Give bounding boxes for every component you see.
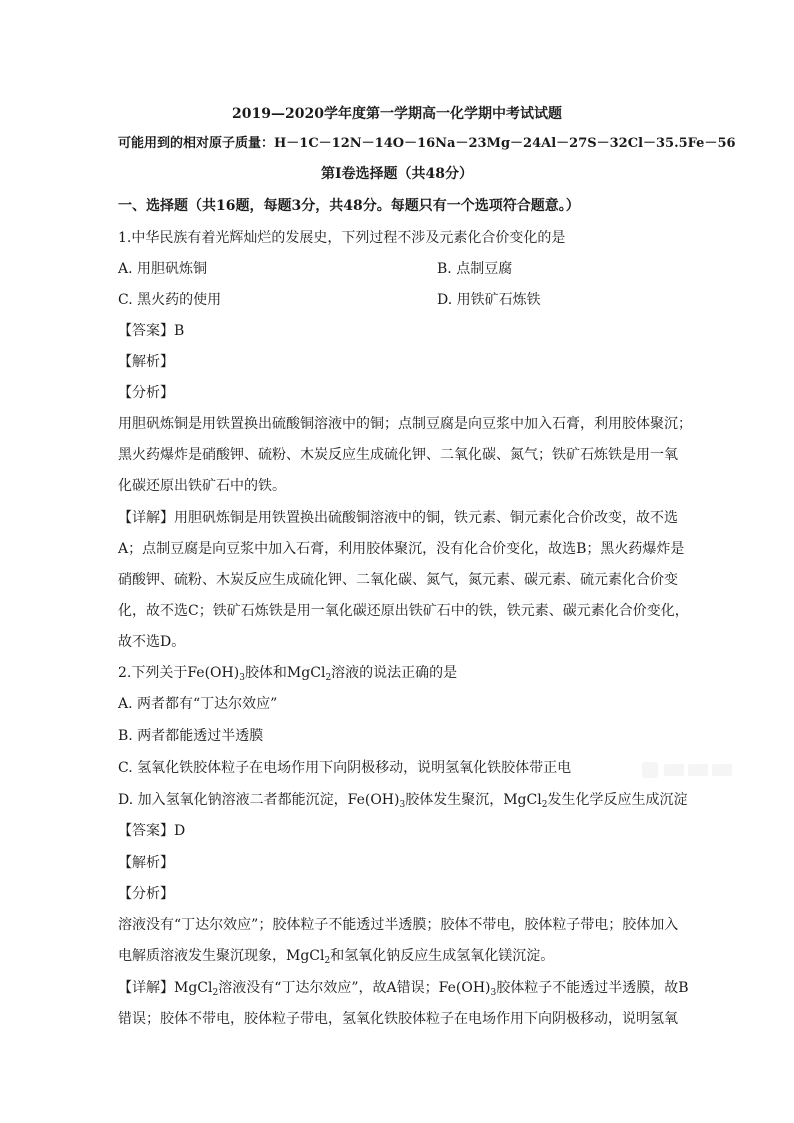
question-1-detail-line: 【详解】用胆矾炼铜是用铁置换出硫酸铜溶液中的铜，铁元素、铜元素化合价改变，故不选 (118, 510, 678, 526)
atomic-masses-line: 可能用到的相对原子质量：H－1C－12N－14O－16Na－23Mg－24Al－27S－32Cl－35.5Fe－56 (118, 136, 736, 151)
question-1-detail-line: A；点制豆腐是向豆浆中加入石膏，利用胶体聚沉，没有化合价变化，故选B；黑火药爆炸是 (118, 541, 685, 557)
part-title: 第Ⅰ卷选择题（共48分） (320, 166, 474, 182)
question-1-analysis-line: 黑火药爆炸是硝酸钾、硫粉、木炭反应生成硫化钾、二氧化碳、氮气；铁矿石炼铁是用一氧 (118, 447, 678, 463)
question-1-detail-line: 硝酸钾、硫粉、木炭反应生成硫化钾、二氧化碳、氮气，氮元素、碳元素、硫元素化合价变 (118, 572, 678, 588)
question-1-analysis-line: 用胆矾炼铜是用铁置换出硫酸铜溶液中的铜；点制豆腐是向豆浆中加入石膏，利用胶体聚沉； (118, 416, 692, 432)
question-1-detail-line: 故不选D。 (118, 634, 186, 650)
question-1-analysis-line: 化碳还原出铁矿石中的铁。 (118, 478, 286, 494)
question-2-option-a: A. 两者都有“丁达尔效应” (118, 696, 278, 712)
question-1-answer: 【答案】B (118, 323, 185, 339)
question-1-option-d: D. 用铁矿石炼铁 (437, 292, 541, 308)
question-2-answer: 【答案】D (118, 823, 186, 839)
question-2-stem: 2.下列关于$Fe(OH)_3$胶体和MgCl$_2$溶液的说法正确的是 (118, 665, 458, 683)
question-2-analysis-line: 溶液没有“丁达尔效应”；胶体粒子不能透过半透膜；胶体不带电，胶体粒子带电；胶体加入 (118, 917, 679, 933)
exam-title: 2019—2020学年度第一学期高一化学期中考试试题 (232, 106, 562, 122)
section-title: 一、选择题（共16题，每题3分，共48分。每题只有一个选项符合题意。） (118, 198, 580, 214)
question-1-option-b: B. 点制豆腐 (437, 261, 513, 277)
question-1-stem: 1.中华民族有着光辉灿烂的发展史，下列过程不涉及元素化合价变化的是 (118, 230, 566, 246)
question-1-fenxi-label: 【分析】 (118, 385, 174, 401)
question-2-analysis-line: 电解质溶液发生聚沉现象，MgCl$_2$和氢氧化钠反应生成氢氧化镁沉淀。 (118, 948, 555, 966)
question-1-option-a: A. 用胆矾炼铜 (118, 261, 208, 277)
question-2-option-c: C. 氢氧化铁胶体粒子在电场作用下向阴极移动，说明氢氧化铁胶体带正电 (118, 760, 572, 776)
question-2-detail-line: 【详解】MgCl$_2$溶液没有“丁达尔效应”，故A错误；$Fe(OH)_3$胶体粒子不能透过半透膜，故B (118, 980, 689, 998)
question-1-option-c: C. 黑火药的使用 (118, 292, 222, 308)
watermark-logo (640, 758, 750, 782)
question-2-fenxi-label: 【分析】 (118, 886, 174, 902)
question-1-jiexi-label: 【解析】 (118, 354, 174, 370)
question-1-detail-line: 化，故不选C；铁矿石炼铁是用一氧化碳还原出铁矿石中的铁，铁元素、碳元素化合价变化， (118, 603, 689, 619)
question-2-detail-line: 错误；胶体不带电，胶体粒子带电，氢氧化铁胶体粒子在电场作用下向阴极移动，说明氢氧 (118, 1011, 678, 1027)
question-2-jiexi-label: 【解析】 (118, 855, 174, 871)
question-2-option-b: B. 两者都能透过半透膜 (118, 728, 264, 744)
question-2-option-d: D. 加入氢氧化钠溶液二者都能沉淀，$Fe(OH)_3$胶体发生聚沉，MgCl$_2$发生化学反应生成沉淀 (118, 792, 688, 810)
